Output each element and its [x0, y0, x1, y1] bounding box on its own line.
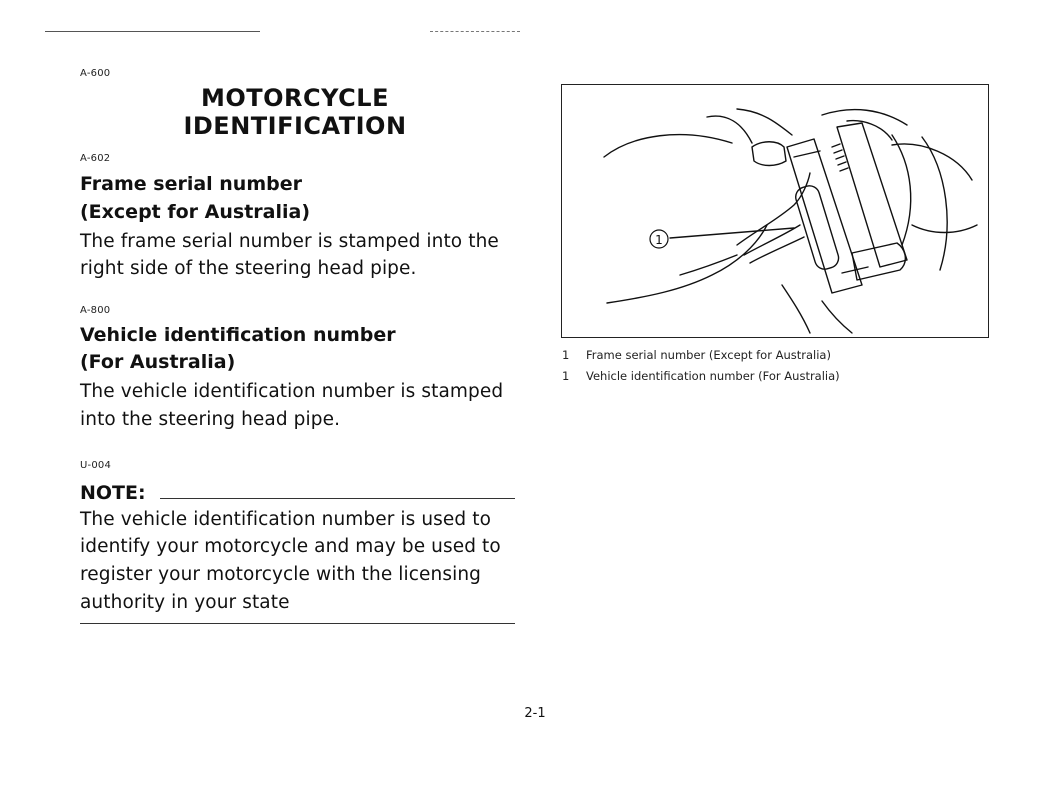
note-line-3: register your motorcycle with the licensing	[80, 564, 481, 585]
callout-number: 1	[655, 233, 663, 247]
vin-body-line1: The vehicle identification number is stamped	[80, 381, 504, 402]
note-label-rule	[160, 498, 515, 499]
vin-body-line2: into the steering head pipe.	[80, 409, 341, 430]
top-border-artifact-2	[430, 31, 520, 32]
note-bottom-rule	[80, 623, 515, 624]
top-border-artifact	[45, 31, 260, 32]
note-line-1: The vehicle identification number is used to	[80, 509, 492, 530]
frame-body-line1: The frame serial number is stamped into the	[80, 231, 499, 252]
section-code-note: U-004	[80, 460, 112, 471]
note-line-4: authority in your state	[80, 592, 290, 613]
frame-heading-line1: Frame serial number	[80, 173, 302, 195]
section-code-title: A-600	[80, 68, 111, 79]
vin-heading-line1: Vehicle identification number	[80, 324, 396, 346]
vin-heading-line2: (For Australia)	[80, 351, 236, 373]
section-code-frame: A-602	[80, 153, 111, 164]
steering-head-drawing	[562, 85, 987, 336]
figure-caption-2	[562, 367, 840, 386]
page-title-line2: IDENTIFICATION	[183, 112, 407, 140]
caption-number: 1	[562, 369, 570, 383]
caption-text: Vehicle identification number (For Australia)	[586, 369, 840, 383]
figure-caption-1	[562, 346, 831, 365]
page-title-line1: MOTORCYCLE	[201, 84, 389, 112]
frame-heading-line2: (Except for Australia)	[80, 201, 311, 223]
section-code-vin: A-800	[80, 305, 111, 316]
caption-text: Frame serial number (Except for Australia)	[586, 348, 831, 362]
page-number: 2-1	[524, 706, 546, 721]
caption-number: 1	[562, 348, 570, 362]
steering-head-illustration	[561, 84, 989, 338]
note-label: NOTE:	[80, 482, 146, 504]
note-line-2: identify your motorcycle and may be used to	[80, 536, 501, 557]
frame-body-line2: right side of the steering head pipe.	[80, 258, 417, 279]
